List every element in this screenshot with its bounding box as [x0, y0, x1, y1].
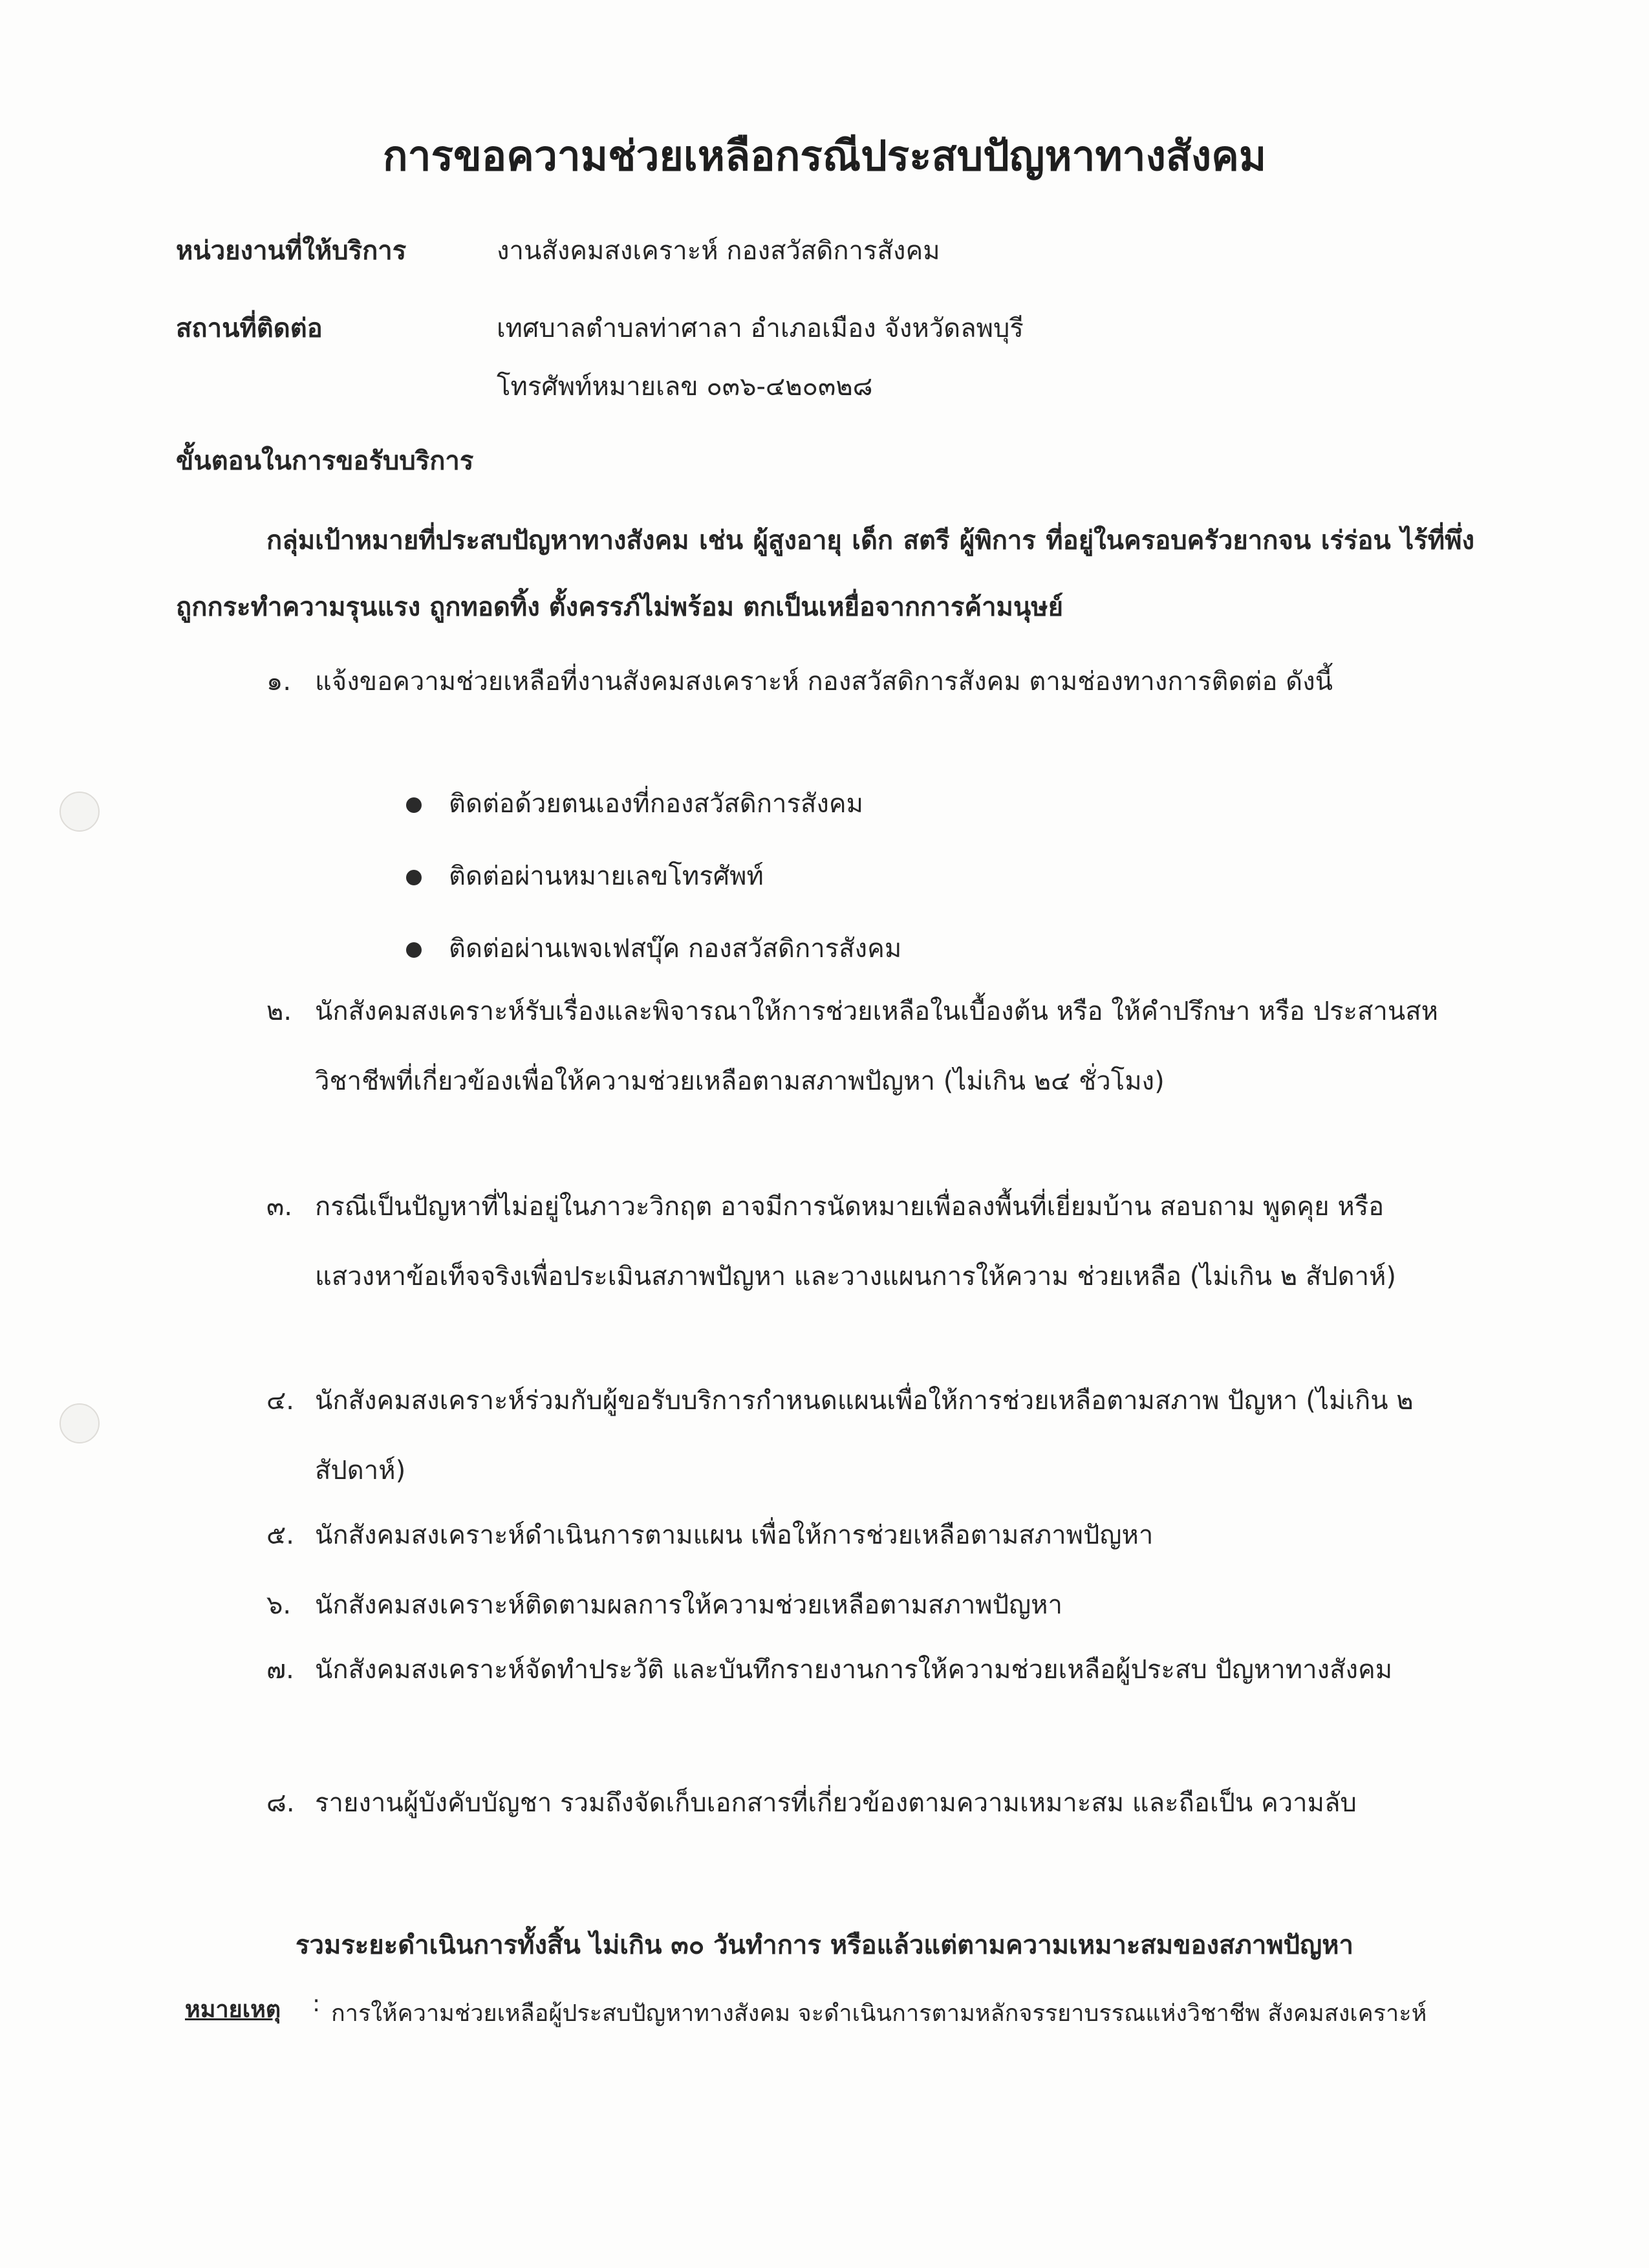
note-text: การให้ความช่วยเหลือผู้ประสบปัญหาทางสังคม จะดำเนินการตามหลักจรรยาบรรณแห่งวิชาชีพ สังคมสงเคราะห์ [331, 2000, 1427, 2027]
channel-text: ติดต่อผ่านหมายเลขโทรศัพท์ [449, 861, 764, 891]
service-unit-value: งานสังคมสงเคราะห์ กองสวัสดิการสังคม [497, 236, 940, 266]
channel-item [406, 855, 764, 896]
step-number: ๕. [266, 1520, 294, 1550]
step-1 [266, 647, 1474, 717]
summary-text: รวมระยะดำเนินการทั้งสิ้น ไม่เกิน ๓๐ วันทำการ หรือแล้วแต่ตามความเหมาะสมของสภาพปัญหา [296, 1930, 1353, 1960]
step-text: นักสังคมสงเคราะห์รับเรื่องและพิจารณาให้การช่วยเหลือในเบื้องต้น หรือ ให้คำปรึกษา หรือ ประสานสหวิชาชีพที่เกี่ยวข้องเพื่อให้ความช่วยเหลือตามสภาพปัญหา (ไม่เกิน ๒๔ ชั่วโมง) [315, 997, 1438, 1096]
channel-text: ติดต่อผ่านเพจเฟสบุ๊ค กองสวัสดิการสังคม [449, 934, 902, 964]
step-4 [266, 1366, 1474, 1506]
step-6 [266, 1570, 1474, 1640]
bullet-icon [406, 870, 422, 885]
service-unit-label: หน่วยงานที่ให้บริการ [176, 236, 407, 266]
step-number: ๗. [266, 1655, 294, 1685]
note-colon: : [312, 1991, 321, 2017]
step-text: นักสังคมสงเคราะห์ดำเนินการตามแผน เพื่อให้การช่วยเหลือตามสภาพปัญหา [315, 1520, 1154, 1550]
channel-item [406, 927, 901, 969]
bullet-icon [406, 797, 422, 813]
step-text: นักสังคมสงเคราะห์จัดทำประวัติ และบันทึกรายงานการให้ความช่วยเหลือผู้ประสบ ปัญหาทางสังคม [315, 1655, 1393, 1685]
step-number: ๓. [266, 1192, 293, 1222]
channel-text: ติดต่อด้วยตนเองที่กองสวัสดิการสังคม [449, 789, 864, 819]
page-title: การขอความช่วยเหลือกรณีประสบปัญหาทางสังคม [382, 133, 1267, 180]
step-7 [266, 1635, 1474, 1705]
step-5 [266, 1500, 1474, 1570]
contact-phone: โทรศัพท์หมายเลข ๐๓๖-๔๒๐๓๒๘ [497, 372, 873, 402]
step-text: นักสังคมสงเคราะห์ติดตามผลการให้ความช่วยเหลือตามสภาพปัญหา [315, 1590, 1062, 1620]
step-number: ๒. [266, 997, 292, 1026]
punch-hole [59, 792, 100, 832]
note-label: หมายเหตุ [185, 1996, 281, 2023]
step-text: นักสังคมสงเคราะห์ร่วมกับผู้ขอรับบริการกำหนดแผนเพื่อให้การช่วยเหลือตามสภาพ ปัญหา (ไม่เกิน ๒ สัปดาห์) [315, 1386, 1414, 1485]
intro-text: กลุ่มเป้าหมายที่ประสบปัญหาทางสังคม เช่น ผู้สูงอายุ เด็ก สตรี ผู้พิการ ที่อยู่ในครอบครัวยากจน เร่ร่อน ไร้ที่พึ่ง ถูกกระทำความรุนแรง ถูกทอดทิ้ง ตั้งครรภ์ไม่พร้อม ตกเป็นเหยื่อจากการค้ามนุษย์ [176, 526, 1474, 622]
step-8 [266, 1768, 1474, 1838]
step-3 [266, 1172, 1474, 1312]
contact-address: เทศบาลตำบลท่าศาลา อำเภอเมือง จังหวัดลพบุรี [497, 314, 1024, 343]
step-number: ๔. [266, 1386, 294, 1416]
step-number: ๑. [266, 667, 292, 697]
step-number: ๘. [266, 1788, 295, 1818]
step-text: รายงานผู้บังคับบัญชา รวมถึงจัดเก็บเอกสารที่เกี่ยวข้องตามความเหมาะสม และถือเป็น ความลับ [315, 1788, 1357, 1818]
step-number: ๖. [266, 1590, 292, 1620]
step-text: กรณีเป็นปัญหาที่ไม่อยู่ในภาวะวิกฤต อาจมีการนัดหมายเพื่อลงพื้นที่เยี่ยมบ้าน สอบถาม พูดคุย หรือแสวงหาข้อเท็จจริงเพื่อประเมินสภาพปัญหา และวางแผนการให้ความ ช่วยเหลือ (ไม่เกิน ๒ สัปดาห์) [315, 1192, 1397, 1291]
step-2 [266, 977, 1474, 1116]
procedure-intro [176, 508, 1474, 641]
channel-item [406, 783, 863, 824]
step-text: แจ้งขอความช่วยเหลือที่งานสังคมสงเคราะห์ กองสวัสดิการสังคม ตามช่องทางการติดต่อ ดังนี้ [315, 667, 1333, 697]
bullet-icon [406, 942, 422, 958]
procedure-heading: ขั้นตอนในการขอรับบริการ [176, 446, 474, 476]
punch-hole [59, 1403, 100, 1443]
contact-label: สถานที่ติดต่อ [176, 314, 323, 343]
